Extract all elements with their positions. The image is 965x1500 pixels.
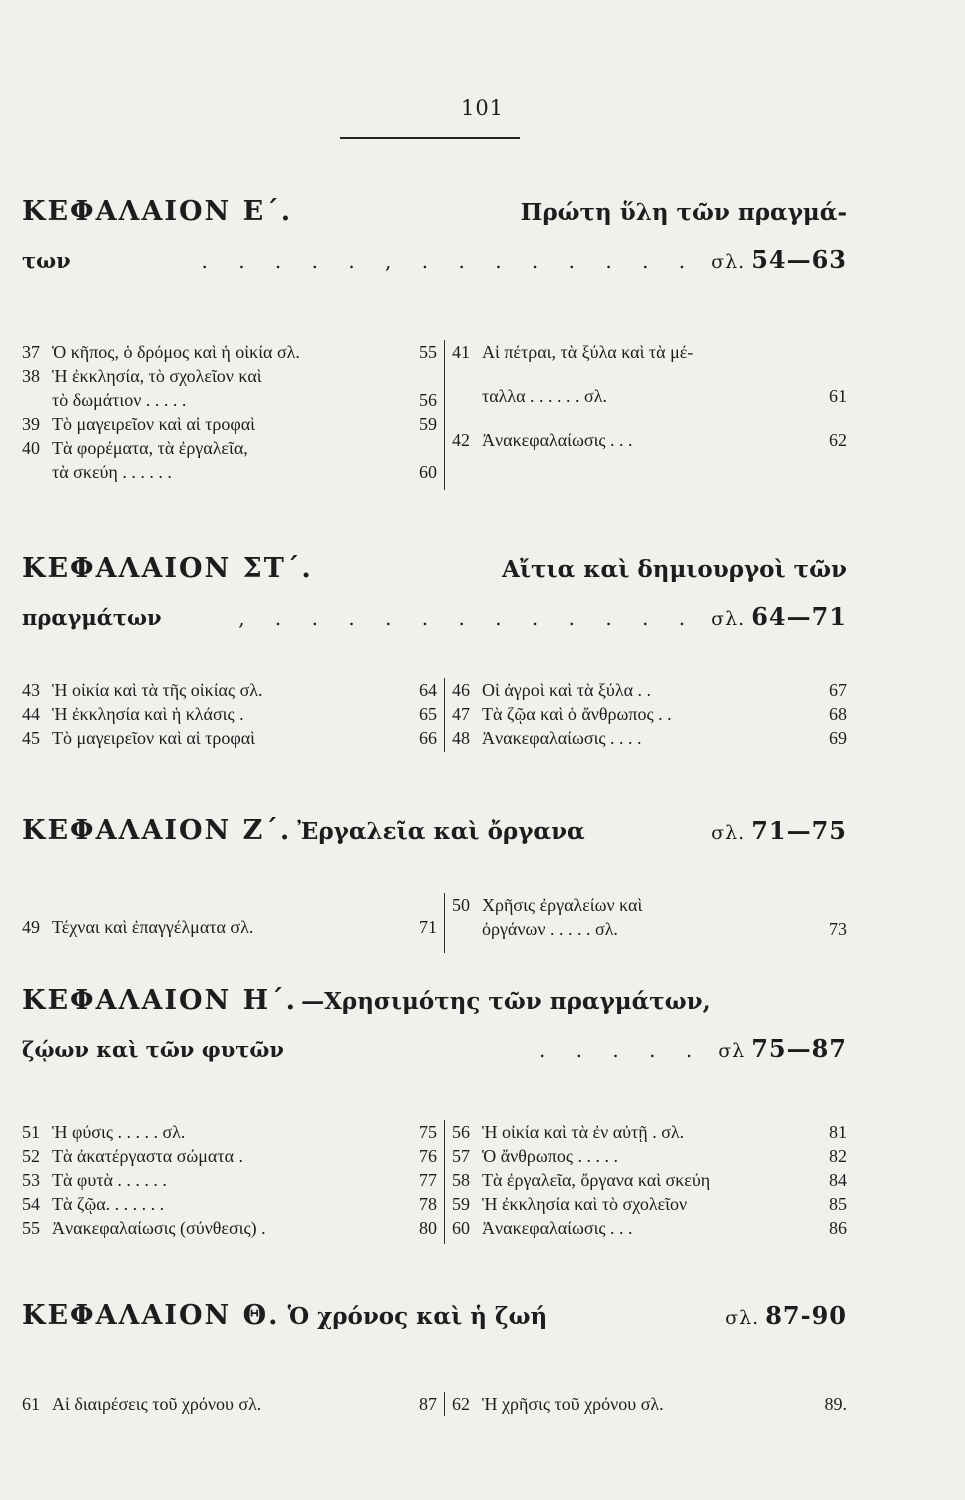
toc-entry: 45 Τὸ μαγειρεῖον καὶ αἱ τροφαὶ 66	[22, 728, 437, 748]
chapter-title-continued: πραγμάτων	[22, 605, 162, 630]
toc-entry: 59 Ἡ ἐκκλησία καὶ τὸ σχολεῖον 85	[452, 1194, 847, 1214]
chapter-heading-st	[22, 553, 847, 631]
toc-entry: 49 Τέχναι καὶ ἐπαγγέλματα σλ. 71	[22, 917, 437, 937]
toc-block-st	[22, 678, 847, 758]
toc-entry: ὀργάνων . . . . . σλ. 73	[482, 919, 847, 939]
toc-entry: 57 Ὁ ἄνθρωπος . . . . . 82	[452, 1146, 847, 1166]
toc-entry: 55 Ἀνακεφαλαίωσις (σύνθεσις) . 80	[22, 1218, 437, 1238]
chapter-page-range: σλ. 64—71	[711, 602, 847, 631]
chapter-label: ΚΕΦΑΛΑΙΟΝ Θ.	[22, 1300, 280, 1331]
toc-entry: 37 Ὁ κῆπος, ὁ δρόμος καὶ ἡ οἰκία σλ. 55	[22, 342, 437, 362]
chapter-heading-e	[22, 196, 847, 274]
chapter-page-range: σλ. 71—75	[711, 816, 847, 845]
toc-block-z	[22, 893, 847, 953]
toc-entry: 60 Ἀνακεφαλαίωσις . . . 86	[452, 1218, 847, 1238]
toc-entry: 46 Οἱ ἀγροὶ καὶ τὰ ξύλα . . 67	[452, 680, 847, 700]
chapter-title: Αἴτια καὶ δημιουργοὶ τῶν	[502, 556, 847, 583]
toc-entry: τὰ σκεύη . . . . . . 60	[52, 462, 437, 482]
toc-column-left	[22, 1392, 437, 1416]
chapter-page-range: σλ. 87-90	[725, 1301, 847, 1330]
toc-entry: 42 Ἀνακεφαλαίωσις . . . 62	[452, 430, 847, 450]
toc-entry: 51 Ἡ φύσις . . . . . σλ. 75	[22, 1122, 437, 1142]
toc-entry: 41 Αἱ πέτραι, τὰ ξύλα καὶ τὰ μέ-	[452, 342, 694, 362]
toc-entry: 54 Τὰ ζῷα. . . . . . . 78	[22, 1194, 437, 1214]
toc-block-h	[22, 1120, 847, 1250]
toc-column-right	[452, 1120, 847, 1240]
chapter-page-range	[711, 245, 847, 274]
range-value: 54—63	[751, 245, 847, 274]
leader-dots: . . . . .	[538, 1038, 705, 1062]
page-abbr: σλ.	[711, 251, 746, 273]
toc-entry: 61 Αἱ διαιρέσεις τοῦ χρόνου σλ. 87	[22, 1394, 437, 1414]
toc-column-left	[22, 340, 437, 484]
toc-entry: 47 Τὰ ζῷα καὶ ὁ ἄνθρωπος . . 68	[452, 704, 847, 724]
chapter-title-continued: των	[22, 248, 71, 273]
chapter-heading-th	[22, 1300, 847, 1331]
chapter-label: ΚΕΦΑΛΑΙΟΝ ΣΤ΄.	[22, 553, 313, 584]
toc-entry: 38 Ἡ ἐκκλησία, τὸ σχολεῖον καὶ	[22, 366, 262, 386]
toc-column-left	[22, 1120, 437, 1240]
chapter-heading-z	[22, 815, 847, 846]
column-divider	[444, 1120, 445, 1244]
column-divider	[444, 1392, 445, 1416]
toc-entry: 62 Ἡ χρῆσις τοῦ χρόνου σλ. 89.	[452, 1394, 847, 1414]
toc-entry: 52 Τὰ ἀκατέργαστα σώματα . 76	[22, 1146, 437, 1166]
toc-column-left	[22, 893, 437, 939]
leader-dots: , . . . . . . . . . . . .	[238, 606, 698, 630]
column-divider	[444, 340, 445, 490]
chapter-heading-h	[22, 985, 847, 1063]
chapter-title: Πρώτη ὕλη τῶν πραγμά-	[520, 199, 847, 226]
chapter-title-continued: ζῴων καὶ τῶν φυτῶν	[22, 1037, 284, 1062]
leader-dots: . . . . . , . . . . . . . .	[201, 249, 698, 273]
chapter-title: Ἐργαλεῖα καὶ ὄργανα	[297, 818, 585, 845]
toc-entry: τὸ δωμάτιον . . . . . 56	[52, 390, 437, 410]
chapter-label: ΚΕΦΑΛΑΙΟΝ Η΄.	[22, 985, 298, 1016]
toc-entry: 40 Τὰ φορέματα, τὰ ἐργαλεῖα,	[22, 438, 248, 458]
toc-column-right	[452, 893, 847, 941]
toc-block-e	[22, 340, 847, 490]
toc-entry: 53 Τὰ φυτὰ . . . . . . 77	[22, 1170, 437, 1190]
toc-entry: 39 Τὸ μαγειρεῖον καὶ αἱ τροφαὶ 59	[22, 414, 437, 434]
toc-entry: 50 Χρῆσις ἐργαλείων καὶ	[452, 895, 643, 915]
toc-entry: 44 Ἡ ἐκκλησία καὶ ἡ κλάσις . 65	[22, 704, 437, 724]
toc-entry: 43 Ἡ οἰκία καὶ τὰ τῆς οἰκίας σλ. 64	[22, 680, 437, 700]
column-divider	[444, 893, 445, 953]
toc-entry: 48 Ἀνακεφαλαίωσις . . . . 69	[452, 728, 847, 748]
toc-entry: 56 Ἡ οἰκία καὶ τὰ ἐν αὐτῇ . σλ. 81	[452, 1122, 847, 1142]
page-number-rule	[340, 137, 520, 139]
chapter-title: Ὁ χρόνος καὶ ἡ ζωή	[287, 1303, 548, 1330]
toc-column-right	[452, 340, 847, 452]
toc-block-th	[22, 1392, 847, 1420]
toc-column-right	[452, 678, 847, 750]
chapter-label: ΚΕΦΑΛΑΙΟΝ Ε΄.	[22, 196, 293, 227]
toc-column-right	[452, 1392, 847, 1416]
toc-entry: 58 Τὰ ἐργαλεῖα, ὄργανα καὶ σκεύη 84	[452, 1170, 847, 1190]
page-number: 101	[460, 96, 505, 120]
chapter-title: —Χρησιμότης τῶν πραγμάτων,	[301, 988, 711, 1015]
chapter-page-range: σλ 75—87	[718, 1034, 847, 1063]
column-divider	[444, 678, 445, 752]
toc-column-left	[22, 678, 437, 750]
toc-entry: ταλλα . . . . . . σλ. 61	[482, 386, 847, 406]
chapter-label: ΚΕΦΑΛΑΙΟΝ Ζ΄.	[22, 815, 292, 846]
